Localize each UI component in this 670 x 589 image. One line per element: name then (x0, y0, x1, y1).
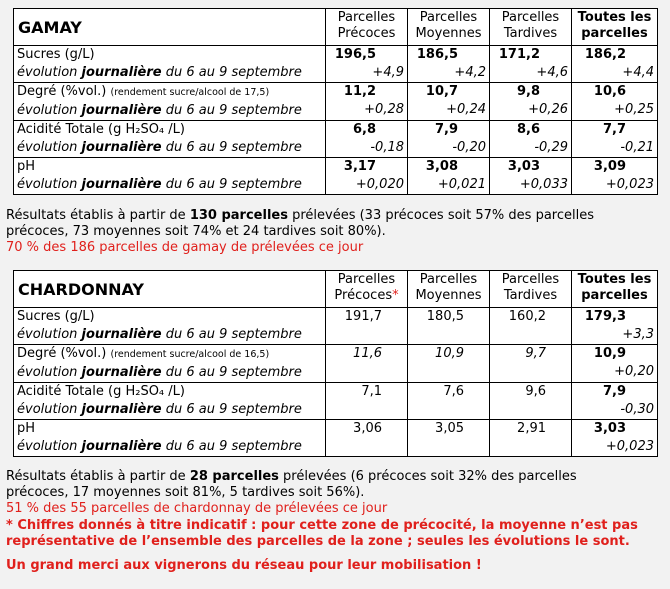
chardonnay-row-acidite (14, 383, 658, 420)
table-cell: 179,3 +3,3 (572, 308, 658, 345)
chardonnay-row-sucres (14, 308, 658, 345)
row-label: pH évolution journalière du 6 au 9 septembre (14, 158, 326, 195)
table-cell: 9,7 (490, 345, 572, 383)
table-cell: 10,7 +0,24 (408, 83, 490, 121)
table-cell: 7,9 -0,20 (408, 121, 490, 158)
chardonnay-row-ph (14, 420, 658, 457)
row-label: Sucres (g/L) évolution journalière du 6 au 9 septembre (14, 46, 326, 83)
table-cell: 160,2 (490, 308, 572, 345)
gamay-note-line3: 70 % des 186 parcelles de gamay de prélevées ce jour (6, 240, 364, 255)
row-label: Sucres (g/L) évolution journalière du 6 au 9 septembre (14, 308, 326, 345)
table-cell: 10,9 (408, 345, 490, 383)
table-cell: 7,1 (326, 383, 408, 420)
gamay-note-line1: Résultats établis à partir de 130 parcelles prélevées (33 précoces soit 57% des parcelles (6, 208, 594, 223)
table-cell: 186,5 +4,2 (408, 46, 490, 83)
chardonnay-header-row (14, 271, 658, 308)
table-cell: 9,8 +0,26 (490, 83, 572, 121)
table-cell: 171,2 +4,6 (490, 46, 572, 83)
gamay-col-moyennes: Parcelles Moyennes (408, 9, 490, 46)
gamay-row-ph (14, 158, 658, 195)
table-cell: 10,6 +0,25 (572, 83, 658, 121)
chardonnay-col-tardives: Parcelles Tardives (490, 271, 572, 308)
table-cell: 3,05 (408, 420, 490, 457)
table-cell: 3,06 (326, 420, 408, 457)
row-label: Acidité Totale (g H₂SO₄ /L) évolution journalière du 6 au 9 septembre (14, 121, 326, 158)
row-label: Degré (%vol.) (rendement sucre/alcool de 16,5) évolution journalière du 6 au 9 septembre (14, 345, 326, 383)
table-cell: 11,6 (326, 345, 408, 383)
gamay-col-precoces: Parcelles Précoces (326, 9, 408, 46)
row-label: Acidité Totale (g H₂SO₄ /L) évolution journalière du 6 au 9 septembre (14, 383, 326, 420)
table-cell: 2,91 (490, 420, 572, 457)
table-cell: 3,03 +0,023 (572, 420, 658, 457)
table-cell: 10,9 +0,20 (572, 345, 658, 383)
gamay-header-row (14, 9, 658, 46)
warning-line1: * Chiffres donnés à titre indicatif : pour cette zone de précocité, la moyenne n’est pas (6, 518, 638, 533)
table-cell: 8,6 -0,29 (490, 121, 572, 158)
table-cell: 196,5 +4,9 (326, 46, 408, 83)
chardonnay-note-line1: Résultats établis à partir de 28 parcelles prélevées (6 précoces soit 32% des parcelles (6, 469, 577, 484)
table-cell: 6,8 -0,18 (326, 121, 408, 158)
gamay-row-sucres (14, 46, 658, 83)
gamay-row-acidite (14, 121, 658, 158)
chardonnay-note-line3: 51 % des 55 parcelles de chardonnay de prélevées ce jour (6, 501, 388, 516)
gamay-notes (6, 208, 666, 256)
table-cell: 7,9 -0,30 (572, 383, 658, 420)
gamay-col-tardives: Parcelles Tardives (490, 9, 572, 46)
table-cell: 11,2 +0,28 (326, 83, 408, 121)
row-label: Degré (%vol.) (rendement sucre/alcool de 17,5) évolution journalière du 6 au 9 septembre (14, 83, 326, 121)
table-cell: 186,2 +4,4 (572, 46, 658, 83)
chardonnay-col-moyennes: Parcelles Moyennes (408, 271, 490, 308)
gamay-note-line2: précoces, 73 moyennes soit 74% et 24 tardives soit 80%). (6, 224, 386, 239)
asterisk-mark: * (392, 288, 399, 303)
gamay-table (13, 8, 658, 195)
table-cell: 3,17 +0,020 (326, 158, 408, 195)
chardonnay-row-degre (14, 345, 658, 383)
gamay-title: GAMAY (14, 9, 326, 46)
gamay-col-toutes: Toutes les parcelles (572, 9, 658, 46)
table-cell: 7,7 -0,21 (572, 121, 658, 158)
table-cell: 3,09 +0,023 (572, 158, 658, 195)
chardonnay-col-precoces: Parcelles Précoces* (326, 271, 408, 308)
chardonnay-note-line2: précoces, 17 moyennes soit 81%, 5 tardives soit 56%). (6, 485, 365, 500)
table-cell: 3,03 +0,033 (490, 158, 572, 195)
table-cell: 191,7 (326, 308, 408, 345)
chardonnay-table (13, 270, 658, 457)
table-cell: 7,6 (408, 383, 490, 420)
table-cell: 9,6 (490, 383, 572, 420)
table-cell: 3,08 +0,021 (408, 158, 490, 195)
chardonnay-col-toutes: Toutes les parcelles (572, 271, 658, 308)
table-cell: 180,5 (408, 308, 490, 345)
chardonnay-title: CHARDONNAY (14, 271, 326, 308)
gamay-row-degre (14, 83, 658, 121)
row-label: pH évolution journalière du 6 au 9 septembre (14, 420, 326, 457)
thanks-line: Un grand merci aux vignerons du réseau pour leur mobilisation ! (6, 558, 482, 573)
warning-line2: représentative de l’ensemble des parcelles de la zone ; seules les évolutions le sont. (6, 534, 630, 549)
chardonnay-notes (6, 469, 666, 574)
